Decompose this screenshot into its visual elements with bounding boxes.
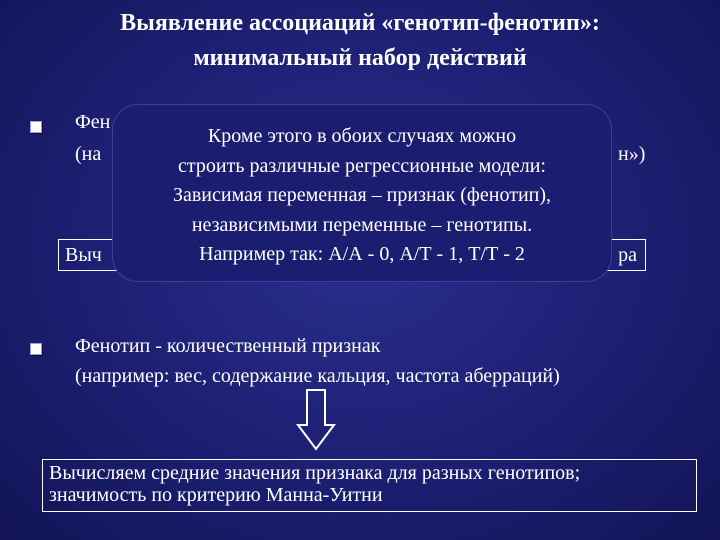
title-line-1: Выявление ассоциаций «генотип-фенотип»: <box>120 10 600 36</box>
popup-line-1: Кроме этого в обоих случаях можно <box>207 125 517 147</box>
title-line-2: минимальный набор действий <box>193 45 527 71</box>
section1-box-left: Выч <box>65 244 102 266</box>
down-arrow-icon <box>296 389 336 451</box>
popup-line-4: независимыми переменные – генотипы. <box>191 213 533 236</box>
slide-title <box>0 6 720 76</box>
square-bullet-icon <box>30 343 42 355</box>
popup-line-3: Зависимая переменная – признак (фенотип), <box>172 184 552 206</box>
section1-box-right: ра <box>618 244 637 266</box>
section2-sub: (например: вес, содержание кальция, частота аберраций) <box>75 365 560 387</box>
popup-line-5: Например так: А/А - 0, А/Т - 1, Т/Т - 2 <box>199 243 525 265</box>
section2-heading: Фенотип - количественный признак <box>75 335 381 357</box>
section2-box-line-2: значимость по критерию Манна-Уитни <box>49 484 383 506</box>
section1-sub-fragment-left: (на <box>75 143 102 165</box>
section1-sub-fragment-right: н») <box>618 143 646 165</box>
section2-box-line-1: Вычисляем средние значения признака для разных генотипов; <box>49 462 581 484</box>
section2-result-box <box>42 459 697 512</box>
square-bullet-icon <box>30 121 42 133</box>
section1-heading-fragment: Фен <box>75 111 111 133</box>
popup-line-2: строить различные регрессионные модели: <box>178 154 546 177</box>
regression-note-popup <box>112 104 612 282</box>
